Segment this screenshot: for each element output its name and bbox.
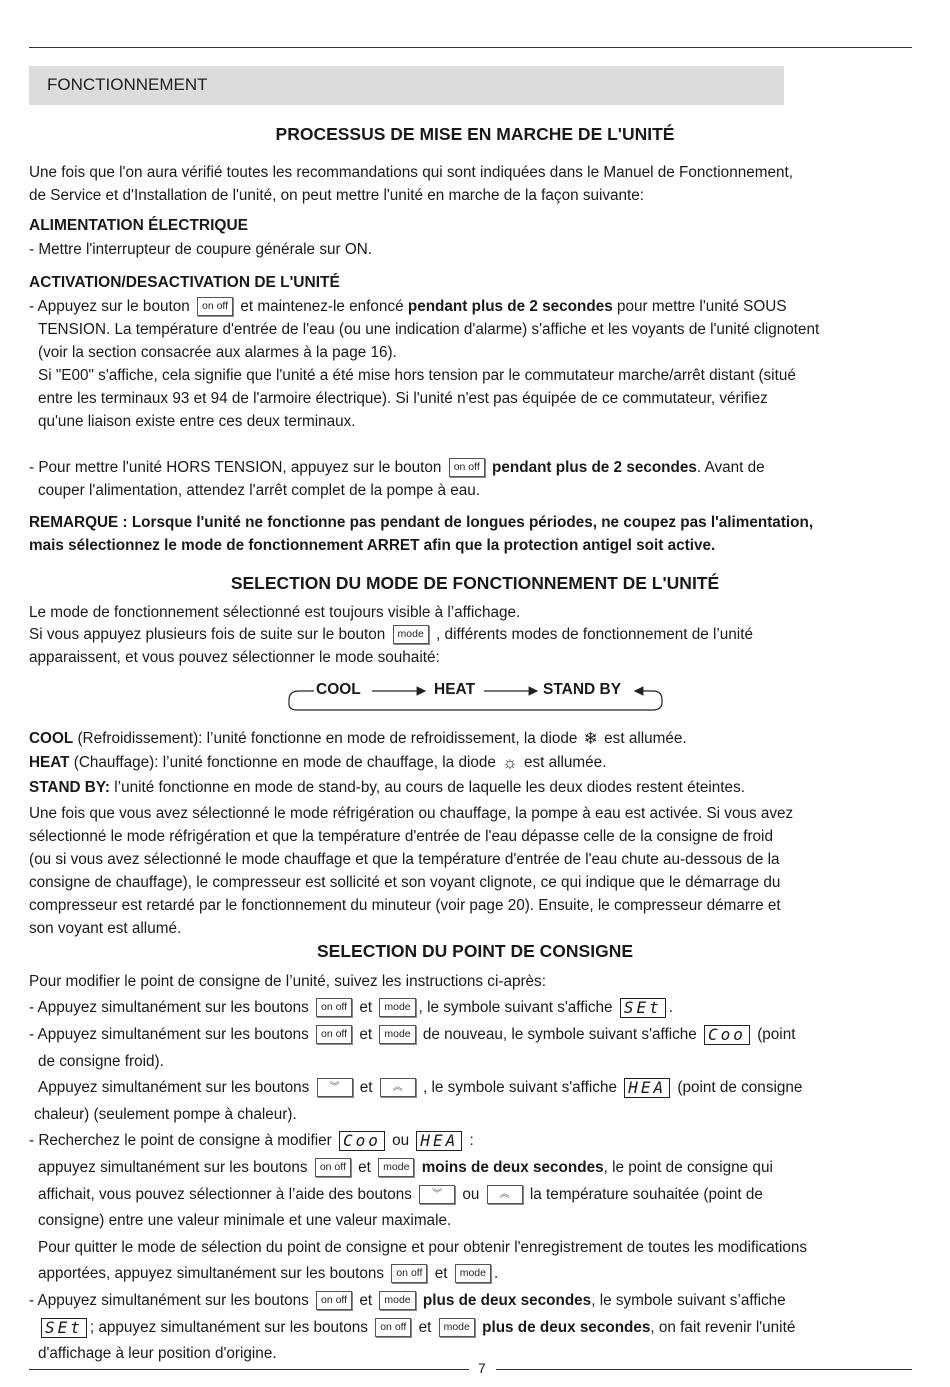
setpoint-line-8: appuyez simultanément sur les boutons on off et mode moins de deux secondes, le point de consigne qui (38, 1159, 773, 1176)
heading-power-supply: ALIMENTATION ÉLECTRIQUE (29, 217, 248, 234)
cycle-heat: HEAT (434, 681, 476, 698)
setpoint-line-10: consigne) entre une valeur minimale et une valeur maximale. (38, 1212, 452, 1229)
heat-line: HEAT (Chauffage): l’unité fonctionne en mode de chauffage, la diode ☼ est allumée. (29, 753, 607, 773)
lcd-coo-display: Coo (704, 1025, 750, 1045)
setpoint-line-2: - Appuyez simultanément sur les boutons on off et mode , le symbole suivant s'affiche SEt . (29, 997, 673, 1017)
mode-line-1: Le mode de fonctionnement sélectionné est toujours visible à l’affichage. (29, 604, 521, 621)
setpoint-line-6: chaleur) (seulement pompe à chaleur). (34, 1106, 297, 1123)
activation-line-5: entre les terminaux 93 et 94 de l'armoire électrique). Si l'unité n'est pas équipée de ce commutateur, vérifiez (38, 390, 768, 407)
lcd-coo-display: Coo (339, 1131, 385, 1151)
heading-setpoint: SELECTION DU POINT DE CONSIGNE (317, 941, 633, 961)
setpoint-line-14: SEt ; appuyez simultanément sur les boutons on off et mode plus de deux secondes, on fait revenir l'unité (29, 1316, 795, 1339)
down-key-icon: ︾ (419, 1185, 455, 1204)
setpoint-line-4: de consigne froid). (38, 1053, 164, 1070)
intro-line-2: de Service et d'Installation de l'unité, on peut mettre l'unité en marche de la façon suivante: (29, 187, 645, 204)
up-key-icon: ︽ (487, 1185, 523, 1204)
onoff-key-icon: on off (315, 1158, 351, 1177)
onoff-key-icon: on off (197, 297, 233, 316)
mode-key-icon: mode (393, 625, 429, 644)
mode-para-line-5: compresseur est retardé par le fonctionnement du minuteur (voir page 20). Ensuite, le compresseur démarre et (29, 897, 781, 914)
activation-line-3: (voir la section consacrée aux alarmes à la page 16). (38, 344, 397, 361)
intro-line-1: Une fois que l'on aura vérifié toutes les recommandations qui sont indiquées dans le Manuel de Fonctionnement, (29, 164, 793, 181)
mode-key-icon: mode (455, 1264, 491, 1283)
onoff-key-icon: on off (316, 998, 352, 1017)
lcd-hea-display: HEA (624, 1078, 670, 1098)
section-header (29, 66, 784, 105)
mode-para-line-1: Une fois que vous avez sélectionné le mode réfrigération ou chauffage, la pompe à eau est activée. Si vous avez (29, 805, 794, 822)
mode-para-line-6: son voyant est allumé. (29, 920, 182, 937)
heading-mode-selection: SELECTION DU MODE DE FONCTIONNEMENT DE L'UNITÉ (230, 573, 720, 593)
mode-key-icon: mode (379, 998, 415, 1017)
setpoint-line-9: affichait, vous pouvez sélectionner à l’aide des boutons ︾ ou ︽ la température souhaitée (point de (38, 1186, 763, 1203)
down-key-icon: ︾ (317, 1078, 353, 1097)
snowflake-icon: ❄ (583, 729, 598, 749)
mode-key-icon: mode (379, 1025, 415, 1044)
mode-key-icon: mode (439, 1318, 475, 1337)
cycle-cool: COOL (316, 681, 361, 698)
heading-activation: ACTIVATION/DESACTIVATION DE L'UNITÉ (29, 274, 340, 291)
lcd-set-display: SEt (620, 998, 666, 1018)
deactivation-line-1: - Pour mettre l'unité HORS TENSION, appuyez sur le bouton on off pendant plus de 2 secondes. Avant de (29, 459, 765, 476)
setpoint-line-13: - Appuyez simultanément sur les boutons on off et mode plus de deux secondes, le symbole suivant s’affiche (29, 1292, 786, 1309)
mode-line-3: apparaissent, et vous pouvez sélectionner le mode souhaité: (29, 649, 440, 666)
sun-icon: ☼ (502, 753, 518, 773)
mode-cycle-diagram (287, 680, 664, 712)
cool-line: COOL (Refroidissement): l’unité fonctionne en mode de refroidissement, la diode ❄ est allumée. (29, 729, 687, 749)
onoff-key-icon: on off (316, 1025, 352, 1044)
onoff-key-icon: on off (375, 1318, 411, 1337)
footer-rule-right (496, 1369, 912, 1370)
setpoint-line-3: - Appuyez simultanément sur les boutons on off et mode de nouveau, le symbole suivant s'affiche Coo (point (29, 1024, 796, 1044)
page-number: 7 (478, 1360, 486, 1376)
activation-line-1: - Appuyez sur le bouton on off et maintenez-le enfoncé pendant plus de 2 secondes pour mettre l'unité SOUS (29, 298, 787, 315)
standby-line: STAND BY: l’unité fonctionne en mode de stand-by, au cours de laquelle les deux diodes restent éteintes. (29, 779, 745, 796)
remark-line-1: REMARQUE : Lorsque l'unité ne fonctionne pas pendant de longues périodes, ne coupez pas l'alimentation, (29, 514, 814, 531)
section-title: FONCTIONNEMENT (47, 75, 208, 94)
deactivation-line-2: couper l'alimentation, attendez l'arrêt complet de la pompe à eau. (38, 482, 481, 499)
mode-para-line-4: consigne de chauffage), le compresseur est sollicité et son voyant clignote, ce qui indique que le démarrage du (29, 874, 781, 891)
activation-line-6: qu'une liaison existe entre ces deux terminaux. (38, 413, 356, 430)
top-rule (29, 47, 912, 48)
setpoint-line-5: Appuyez simultanément sur les boutons ︾ et ︽ , le symbole suivant s'affiche HEA (point de consigne (38, 1077, 803, 1097)
onoff-key-icon: on off (316, 1291, 352, 1310)
setpoint-line-15: d'affichage à leur position d'origine. (38, 1345, 277, 1362)
mode-line-2: Si vous appuyez plusieurs fois de suite sur le bouton mode , différents modes de fonctionnement de l’unité (29, 626, 753, 643)
mode-key-icon: mode (378, 1158, 414, 1177)
lcd-set-display: SEt (41, 1318, 87, 1338)
setpoint-line-12: apportées, appuyez simultanément sur les boutons on off et mode . (38, 1265, 499, 1282)
setpoint-line-11: Pour quitter le mode de sélection du point de consigne et pour obtenir l'enregistrement de toutes les modifications (38, 1239, 808, 1256)
up-key-icon: ︽ (380, 1078, 416, 1097)
activation-line-2: TENSION. La température d'entrée de l'eau (ou une indication d'alarme) s'affiche et les voyants de l'unité clignotent (38, 321, 820, 338)
lcd-hea-display: HEA (416, 1131, 462, 1151)
power-supply-text: - Mettre l'interrupteur de coupure générale sur ON. (29, 241, 373, 258)
mode-para-line-3: (ou si vous avez sélectionné le mode chauffage et que la température d'entrée de l'eau chute au-dessous de la (29, 851, 780, 868)
remark-line-2: mais sélectionnez le mode de fonctionnement ARRET afin que la protection antigel soit active. (29, 537, 716, 554)
mode-para-line-2: sélectionné le mode réfrigération et que la température d'entrée de l'eau dépasse celle de la consigne de froid (29, 828, 773, 845)
setpoint-line-1: Pour modifier le point de consigne de l’unité, suivez les instructions ci-après: (29, 973, 546, 990)
setpoint-line-7: - Recherchez le point de consigne à modifier Coo ou HEA : (29, 1130, 474, 1150)
cycle-standby: STAND BY (543, 681, 622, 698)
onoff-key-icon: on off (391, 1264, 427, 1283)
onoff-key-icon: on off (449, 458, 485, 477)
heading-startup: PROCESSUS DE MISE EN MARCHE DE L'UNITÉ (275, 124, 675, 144)
mode-key-icon: mode (379, 1291, 415, 1310)
activation-line-4: Si "E00" s'affiche, cela signifie que l'unité a été mise hors tension par le commutateur marche/arrêt distant (situé (38, 367, 796, 384)
footer-rule-left (29, 1369, 469, 1370)
